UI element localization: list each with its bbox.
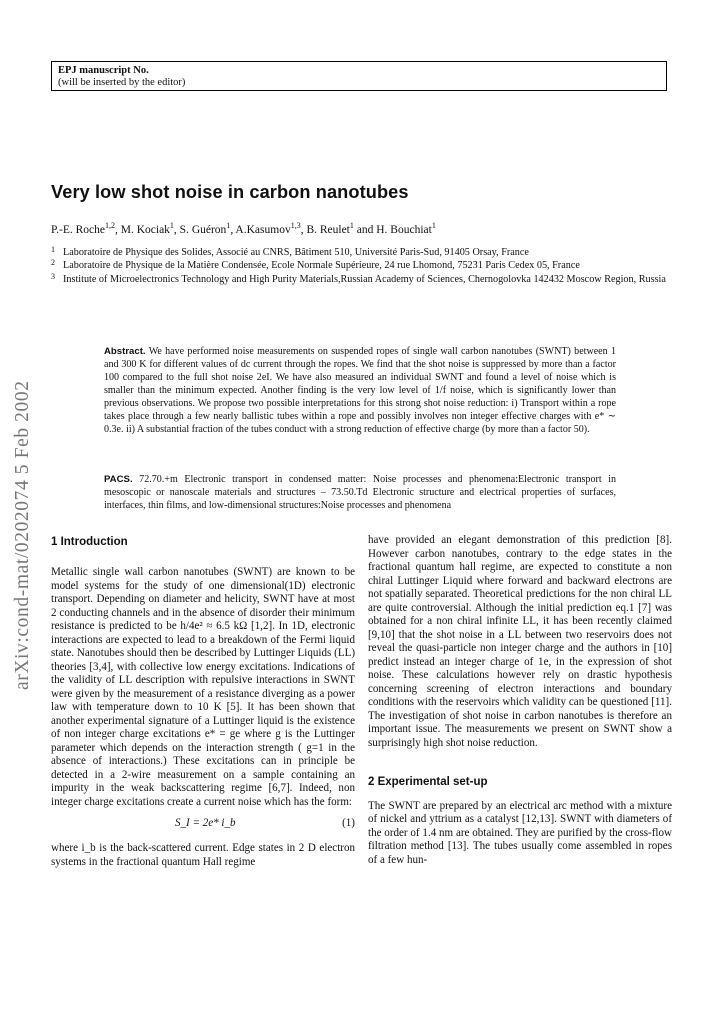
section-2-heading: 2 Experimental set-up — [368, 776, 488, 788]
intro-paragraph-2: where i_b is the back-scattered current. Edge states in 2 D electron systems in the fractional quantum Hall regime — [51, 842, 355, 868]
pacs-label: PACS. — [104, 474, 133, 485]
affiliation-text: Laboratoire de Physique des Solides, Associé au CNRS, Bâtiment 510, Université Paris-Sud, 91405 Orsay, France — [63, 247, 529, 258]
abstract-label: Abstract. — [104, 346, 146, 357]
pacs-text: 72.70.+m Electronic transport in condensed matter: Noise processes and phenomena:Electronic transport in mesoscopic or nanoscale materials and structures – 73.50.Td Electronic structure and electrical properties of surfaces, interfaces, thin films, and low-dimensional structures:Noise processes and phenomena — [104, 474, 616, 511]
affiliation-1 — [51, 246, 671, 259]
abstract — [104, 345, 616, 436]
affiliation-2 — [51, 259, 671, 272]
arxiv-identifier: arXiv:cond-mat/0202074 5 Feb 2002 — [12, 380, 33, 690]
affiliation-text: Institute of Microelectronics Technology and High Purity Materials,Russian Academy of Sciences, Chernogolovka 142432 Moscow Region, Russia — [63, 273, 666, 285]
right-column — [368, 534, 672, 867]
affiliation-mark: 1 — [51, 245, 55, 254]
affiliation-text: Laboratoire de Physique de la Matière Condensée, Ecole Normale Supérieure, 24 rue Lhomond, 75231 Paris Cedex 05, France — [63, 260, 580, 272]
intro-paragraph-3: have provided an elegant demonstration of this prediction [8]. However carbon nanotubes, contrary to the edge states in the fractional quantum hall regime, are expected to constitute a non chiral Luttinger Liquid where forward and backward electrons are not spatially separated. Theoretical predictions for the non chiral LL are quite controversial. Although the initial prediction eq.1 [7] was obtained for a non chiral infinite LL, it has been recently claimed [9,10] that the shot noise in a LL between two reservoirs does not reveal the quasi-particle non integer charge and the authors in [10] predict instead an integer charge of 1e, in the expression of shot noise. These calculations however rely on drastic hypothesis concerning screening of electron interactions and boundary conditions with the reservoirs which validity can be questioned [11]. The investigation of shot noise in carbon nanotubes is therefore an important issue. The measurements we present on SWNT show a surprisingly high shot noise reduction. — [368, 534, 672, 749]
header-line-2: (will be inserted by the editor) — [58, 77, 186, 88]
paper-title: Very low shot noise in carbon nanotubes — [51, 182, 409, 202]
section-1-heading: 1 Introduction — [51, 536, 128, 548]
manuscript-header-box — [51, 61, 667, 91]
left-column — [51, 566, 355, 869]
equation-formula: S_I = 2e* i_b — [175, 817, 236, 829]
affiliation-mark: 3 — [51, 271, 55, 281]
header-line-1: EPJ manuscript No. — [58, 65, 149, 76]
intro-paragraph-1: Metallic single wall carbon nanotubes (SWNT) are known to be model systems for the study of one dimensional(1D) electronic transport. Depending on diameter and helicity, SWNT have at most 2 conducting channels and in the absence of disorder their minimum resistance is predicted to be h/4e² ≈ 6.5 kΩ [1,2]. In 1D, electronic interactions are expected to lead to a breakdown of the Fermi liquid state. Nanotubes should then be described by Luttinger Liquids (LL) theories [3,4], with collective low energy excitations. Indications of the validity of LL description with repulsive interactions in SWNT were given by the measurement of a resistance diverging as a power law with temperature down to 10 K [5]. It has been shown that another experimental signature of a Luttinger liquid is the existence of non integer charge excitations e* = ge where g is the Luttinger parameter which depends on the interaction strength ( g=1 in the absence of interactions.) These excitations can in principle be detected in a 2-wire measurement on a sample containing an impurity in the weak backscattering regime [6,7]. Indeed, non integer charge excitations create a current noise which has the form: — [51, 566, 355, 808]
affiliations — [51, 246, 671, 286]
abstract-text: We have performed noise measurements on suspended ropes of single wall carbon nanotubes (SWNT) between 1 and 300 K for different values of dc current through the ropes. We find that the shot noise is suppressed by more than a factor 100 compared to the full shot noise 2eI. We have also measured an individual SWNT and found a level of noise which is smaller than the minimum expected. Another finding is the very low level of 1/f noise, which is significantly lower than previous observations. We propose two possible interpretations for this strong shot noise reduction: i) Transport within a rope takes place through a few nearly ballistic tubes within a rope and possibly involves non integer effective charges with e* ∼ 0.3e. ii) A substantial fraction of the tubes conduct with a strong reduction of effective charge (by more than a factor 50). — [104, 346, 616, 435]
setup-paragraph-1: The SWNT are prepared by an electrical arc method with a mixture of nickel and yttrium as a catalyst [12,13]. SWNT with diameters of the order of 1.4 nm are obtained. They are purified by the cross-flow filtration method [13]. The tubes usually come assembled in ropes of a few hun- — [368, 799, 672, 866]
author-list: P.-E. Roche$^{1,2}$, M. Kociak$^1$, S. Guéron$^1$, A.Kasumov$^{1,3}$, B. Reulet$^1$ and H. Bouchiat$^1$ — [51, 221, 436, 236]
pacs-codes — [104, 473, 616, 512]
equation-number: (1) — [342, 817, 355, 829]
equation-1 — [51, 817, 355, 833]
affiliation-3 — [51, 273, 671, 286]
affiliation-mark: 2 — [51, 258, 55, 268]
